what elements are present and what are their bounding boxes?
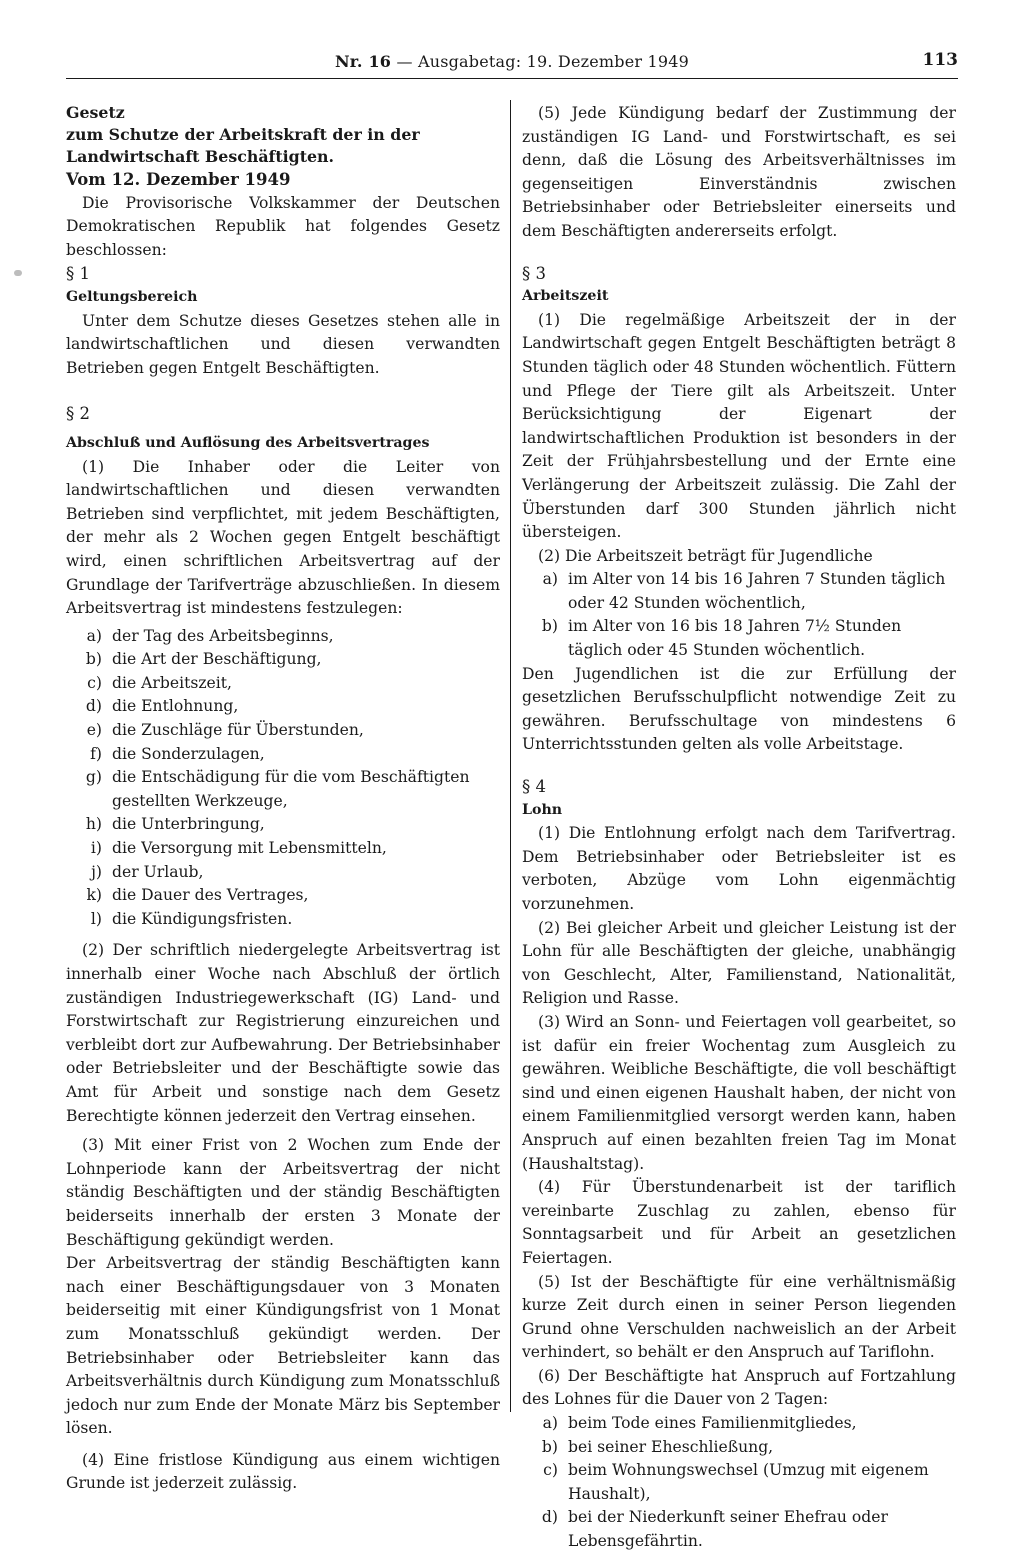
left-column [66,102,500,1496]
law-date: Vom 12. Dezember 1949 [66,170,291,189]
page-number: 113 [922,50,958,70]
section-2-p4: (4) Eine fristlose Kündigung aus einem wichtigen Grunde ist jederzeit zulässig. [66,1450,500,1493]
section-4-p2: (2) Bei gleicher Arbeit und gleicher Leistung ist der Lohn für alle Beschäftigten der gleiche, unabhängig von Geschlecht, Alter, Familienstand, Nationalität, Religion und Rasse. [522,918,956,1008]
section-2-p3b: Der Arbeitsvertrag der ständig Beschäftigten kann nach einer Beschäftigungsdauer von 3 Monaten beiderseitig mit einer Kündigungsfrist von 1 Monat zum Monatsschluß gekündigt werden. Der Betriebsinhaber oder Betriebsleiter kann das Arbeitsverhältnis durch Kündigung zum Monatsschluß jedoch nur zum Ende der Monate März bis September lösen. [66,1254,500,1438]
list-item: h) die Unterbringung, [85,815,265,834]
section-4-heading: Lohn [522,801,563,818]
list-item: c) die Arbeitszeit, [87,673,232,692]
section-1-number: § 1 [66,264,90,284]
section-2-number: § 2 [66,404,90,424]
section-2-p1: (1) Die Inhaber oder die Leiter von landwirtschaftlichen und diesen verwandten Betrieben sind verpflichtet, mit jedem Beschäftigten, der mehr als 2 Wochen gegen Entgelt beschäftigt wird, einen schriftlichen Arbeitsvertrag auf der Grundlage der Tarifverträge abzuschließen. In diesem Arbeitsvertrag ist mindestens festzulegen: [66,457,500,618]
law-title-2: zum Schutze der Arbeitskraft der in der [66,125,420,144]
margin-mark [14,270,22,276]
issue-dash: — [396,52,413,71]
header-rule [66,78,958,79]
list-item: c) beim Wohnungswechsel (Umzug mit eigenem Haushalt), [543,1461,929,1503]
list-item: k) die Dauer des Vertrages, [86,886,309,905]
list-item: d) die Entlohnung, [85,697,239,716]
section-3-list [522,568,956,662]
section-3-number: § 3 [522,263,546,283]
section-3-p3: Den Jugendlichen ist die zur Erfüllung der gesetzlichen Berufsschulpflicht notwendige Zeit zu gewähren. Berufsschultage von mindestens 6 Unterrichtsstunden gelten als volle Arbeitstage. [522,664,956,754]
list-item: a) im Alter von 14 bis 16 Jahren 7 Stunden täglich oder 42 Stunden wöchentlich, [542,570,946,612]
page-header [66,50,958,76]
right-column [522,102,956,1554]
section-2-list [66,625,500,932]
section-3-p2: (2) Die Arbeitszeit beträgt für Jugendliche [538,546,873,565]
list-item: a) beim Tode eines Familienmitgliedes, [542,1414,857,1433]
list-item: d) bei der Niederkunft seiner Ehefrau oder Lebensgefährtin. [541,1508,888,1551]
preamble: Die Provisorische Volkskammer der Deutschen Demokratischen Republik hat folgendes Gesetz beschlossen: [66,193,500,259]
section-1-text: Unter dem Schutze dieses Gesetzes stehen alle in landwirtschaftlichen und diesen verwandten Betrieben gegen Entgelt Beschäftigten. [66,311,500,377]
issue-date: Ausgabetag: 19. Dezember 1949 [417,52,690,71]
list-item: b) bei seiner Eheschließung, [541,1437,774,1456]
section-3-heading: Arbeitszeit [522,288,609,305]
section-2-p3: (3) Mit einer Frist von 2 Wochen zum Ende der Lohnperiode kann der Arbeitsvertrag der nicht ständig Beschäftigten und der ständig Beschäftigten beiderseits innerhalb der ersten 3 Monate der Beschäftigung gekündigt werden. [66,1136,500,1249]
issue-number: Nr. 16 [334,52,392,71]
section-2-heading: Abschluß und Auflösung des Arbeitsvertrages [66,434,430,451]
section-4-list [522,1412,956,1554]
column-divider [510,100,511,1412]
section-3-p1: (1) Die regelmäßige Arbeitszeit der in der Landwirtschaft gegen Entgelt Beschäftigten beträgt 8 Stunden täglich oder 48 Stunden wöchentlich. Füttern und Pflege der Tiere gilt als Arbeitszeit. Unter Berücksichtigung der Eigenart der landwirtschaftlichen Produktion ist besonders in der Zeit der Frühjahrsbestellung und der Ernte eine Verlängerung der Arbeitszeit zulässig. Die Zahl der Überstunden darf 300 Stunden jährlich nicht übersteigen. [522,310,956,542]
list-item: g) die Entschädigung für die vom Beschäftigten gestellten Werkzeuge, [85,768,470,810]
issue-line [66,52,958,71]
law-title-1: Gesetz [66,103,125,122]
section-4-p3: (3) Wird an Sonn- und Feiertagen voll gearbeitet, so ist dafür ein freier Wochentag zum Ausgleich zu gewähren. Weibliche Beschäftigte, die voll beschäftigt sind und einen eigenen Haushalt haben, der nicht von einem Familienmitglied versorgt werden kann, haben Anspruch auf einen bezahlten freien Tag im Monat (Haushaltstag). [522,1012,956,1173]
law-title-3: Landwirtschaft Beschäftigten. [66,147,335,166]
list-item: f) die Sonderzulagen, [90,744,265,763]
list-item: a) der Tag des Arbeitsbeginns, [86,626,334,645]
section-4-p1: (1) Die Entlohnung erfolgt nach dem Tarifvertrag. Dem Betriebsinhaber oder Betriebsleiter ist es verboten, Abzüge vom Lohn eigenmächtig vorzunehmen. [522,824,956,913]
section-4-number: § 4 [522,777,546,797]
list-item: e) die Zuschläge für Überstunden, [86,721,364,740]
list-item: b) im Alter von 16 bis 18 Jahren 7½ Stunden täglich oder 45 Stunden wöchentlich. [541,617,902,660]
section-4-p6: (6) Der Beschäftigte hat Anspruch auf Fortzahlung des Lohnes für die Dauer von 2 Tagen: [522,1366,956,1409]
list-item: b) die Art der Beschäftigung, [85,650,322,669]
section-2-p2: (2) Der schriftlich niedergelegte Arbeitsvertrag ist innerhalb einer Woche nach Abschluß der örtlich zuständigen Industriegewerkschaft (IG) Land- und Forstwirtschaft zur Registrierung einzureichen und verbleibt dort zur Aufbewahrung. Der Betriebsinhaber oder Betriebsleiter und der Beschäftigte sowie das Amt für Arbeit und sonstige nach dem Gesetz Berechtigte können jederzeit den Vertrag einsehen. [66,941,500,1125]
list-item: l) die Kündigungsfristen. [90,909,293,928]
section-2-p5: (5) Jede Kündigung bedarf der Zustimmung der zuständigen IG Land- und Forstwirtschaft, es sei denn, daß die Lösung des Arbeitsverhältnisses im gegenseitigen Einverständnis zwischen Betriebsinhaber oder Betriebsleiter einerseits und dem Beschäftigten andererseits erfolgt. [522,104,956,240]
section-4-p5: (5) Ist der Beschäftigte für eine verhältnismäßig kurze Zeit durch einen in seiner Person liegenden Grund ohne Verschulden nachweislich an der Arbeit verhindert, so behält er den Anspruch auf Tariflohn. [522,1272,956,1362]
list-item: j) der Urlaub, [91,862,204,881]
list-item: i) die Versorgung mit Lebensmitteln, [90,839,387,858]
section-4-p4: (4) Für Überstundenarbeit ist der tariflich vereinbarte Zuschlag zu zahlen, ebenso für Sonntagsarbeit und für Arbeit an gesetzlichen Feiertagen. [522,1178,956,1267]
section-1-heading: Geltungsbereich [66,288,198,305]
